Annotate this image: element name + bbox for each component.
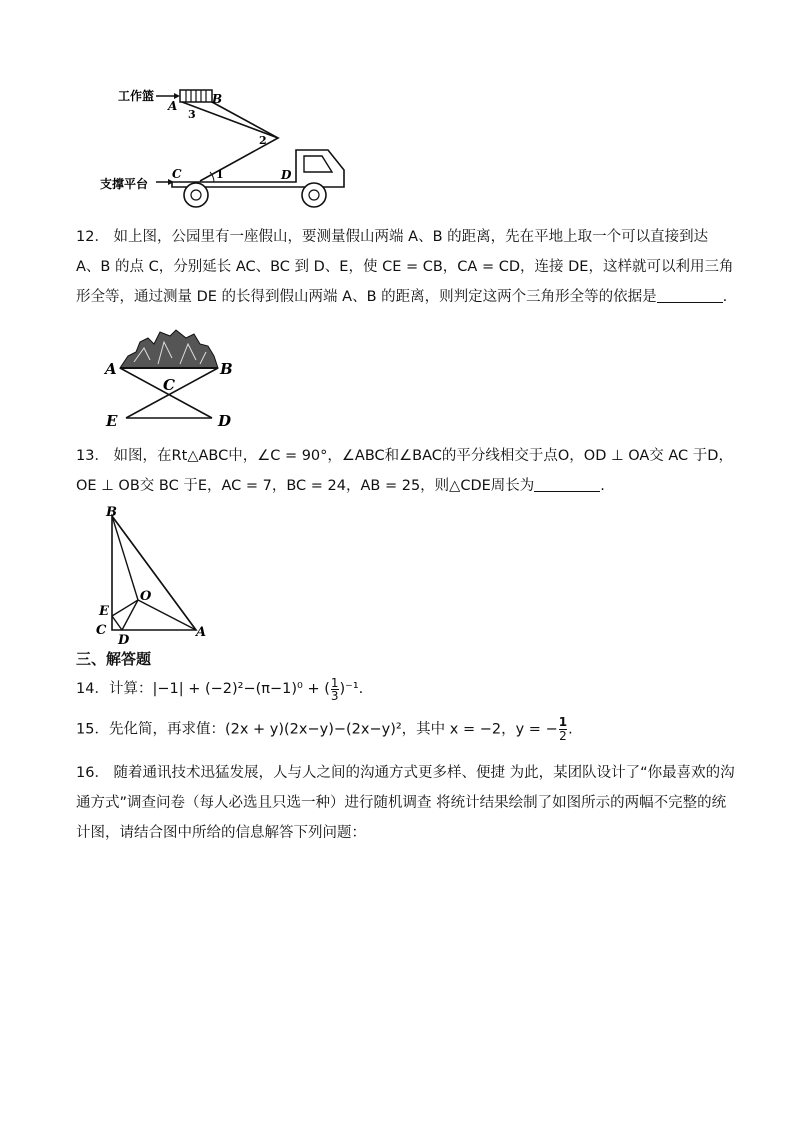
q13-line-1: 13． 如图，在Rt△ABC中，∠C = 90°，∠ABC和∠BAC的平分线相交于点O，OD ⊥ OA交 AC 于D，	[76, 448, 733, 464]
q14-expression: 14．计算：|−1| + (−2)²−(π−1)⁰ + (	[76, 681, 330, 697]
answer-blank	[657, 288, 723, 303]
answer-blank	[534, 477, 600, 492]
question-12: 12． 如上图，公园里有一座假山，要测量假山两端 A、B 的距离，先在平地上取一个可以直接到达 A、B 的点 C，分别延长 AC、BC 到 D、E，使 CE = CB，CA = CD，连接 DE，这样就可以利用三角 形全等，通过测量 DE 的长得到假山两端 A、B 的距离，则判定这两个三角形全等的依据是 .	[76, 222, 744, 312]
point-C-label: C	[172, 167, 182, 181]
rockery-shape	[120, 330, 218, 368]
angle-2-label: 2	[259, 134, 267, 147]
q12-line-3: 形全等，通过测量 DE 的长得到假山两端 A、B 的距离，则判定这两个三角形全等的依据是	[76, 289, 657, 305]
point-A-label: A	[168, 99, 178, 113]
rockery-figure	[100, 322, 250, 432]
q12-line-2: A、B 的点 C，分别延长 AC、BC 到 D、E，使 CE = CB，CA = CD，连接 DE，这样就可以利用三角	[76, 259, 734, 275]
point-B-label: B	[220, 360, 233, 378]
q15-fraction: $\frac{1}{2}$	[558, 715, 568, 743]
point-D-label: D	[218, 412, 232, 430]
point-B-label: B	[106, 505, 117, 520]
question-14: 14．计算：|−1| + (−2)²−(π−1)⁰ + ( $\frac{1}{3}$ )⁻¹.	[76, 675, 364, 703]
point-B-label: B	[212, 92, 223, 106]
angle-3-label: 3	[188, 108, 196, 121]
point-C-label: C	[96, 623, 107, 638]
q13-line-2: OE ⊥ OB交 BC 于E，AC = 7，BC = 24，AB = 25，则△CDE周长为	[76, 478, 535, 494]
q16-line-3: 计图，请结合图中所给的信息解答下列问题：	[76, 825, 366, 841]
question-13: 13． 如图，在Rt△ABC中，∠C = 90°，∠ABC和∠BAC的平分线相交于点O，OD ⊥ OA交 AC 于D， OE ⊥ OB交 BC 于E，AC = 7，BC = 24，AB = 25，则△CDE周长为 .	[76, 441, 744, 501]
point-O-label: O	[140, 589, 152, 604]
q12-line-1: 12． 如上图，公园里有一座假山，要测量假山两端 A、B 的距离，先在平地上取一个可以直接到达	[76, 229, 709, 245]
platform-label: 支撑平台	[100, 177, 149, 191]
triangle-figure	[92, 502, 222, 646]
point-D-label: D	[118, 633, 130, 646]
point-D-label: D	[281, 168, 292, 182]
front-wheel	[302, 183, 326, 207]
section-heading: 三、解答题	[76, 650, 152, 668]
truck-figure	[96, 80, 356, 215]
basket-label: 工作篮	[118, 89, 155, 103]
q14-fraction: $\frac{1}{3}$	[330, 675, 339, 703]
question-15: 15．先化简，再求值：(2x + y)(2x−y)−(2x−y)²，其中 x = −2，y = − $\frac{1}{2}$ .	[76, 715, 573, 743]
rear-wheel	[184, 183, 208, 207]
point-A-label: A	[105, 360, 117, 378]
point-E-label: E	[106, 412, 118, 430]
point-E-label: E	[99, 604, 109, 619]
point-A-label: A	[196, 625, 207, 640]
point-C-label: C	[163, 376, 175, 394]
q16-line-1: 16． 随着通讯技术迅猛发展，人与人之间的沟通方式更多样、便捷 为此，某团队设计了“你最喜欢的沟	[76, 765, 735, 781]
question-16	[76, 758, 744, 848]
angle-1-label: 1	[216, 168, 224, 181]
q15-expression: 15．先化简，再求值：(2x + y)(2x−y)−(2x−y)²，其中 x = −2，y = −	[76, 721, 558, 738]
q16-line-2: 通方式”调查问卷（每人必选且只选一种）进行随机调查 将统计结果绘制了如图所示的两幅不完整的统	[76, 795, 727, 811]
